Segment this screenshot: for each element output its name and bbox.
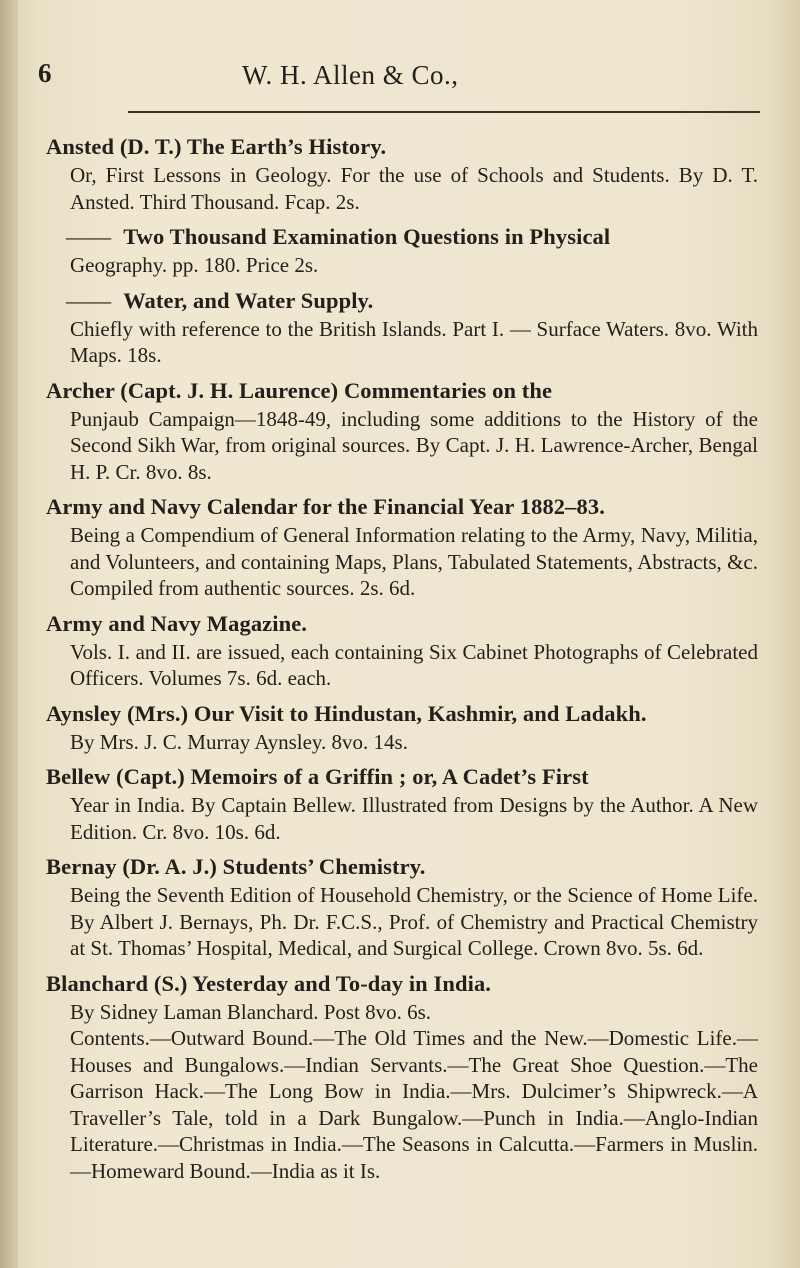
entry-heading: Army and Navy Calendar for the Financial Year 1882–83. [46, 494, 605, 519]
entry-heading: Blanchard (S.) Yesterday and To-day in India. [46, 970, 492, 996]
entry-description: By Mrs. J. C. Murray Aynsley. 8vo. 14s. [70, 729, 408, 754]
catalogue-entry [46, 286, 758, 369]
entry-description: By Sidney Laman Blanchard. Post 8vo. 6s. [70, 999, 432, 1024]
entry-heading: Bellew (Capt.) Memoirs of a Griffin ; or, A Cadet’s First [46, 764, 589, 789]
entry-description: Year in India. By Captain Bellew. Illustrated from Designs by the Author. A New Edition. Cr. 8vo. 10s. 6d. [70, 793, 758, 844]
catalogue-entry [46, 852, 758, 962]
entry-description: Vols. I. and II. are issued, each containing Six Cabinet Photographs of Celebrated Officers. Volumes 7s. 6d. each. [70, 639, 758, 690]
entry-heading: Ansted (D. T.) The Earth’s History. [46, 134, 387, 159]
ditto-dash: —— [66, 287, 112, 313]
entry-heading [46, 222, 758, 252]
catalogue-entry [46, 762, 758, 845]
entry-contents: Contents.—Outward Bound.—The Old Times and the New.—Domestic Life.—Houses and Bungalows.—Indian Servants.—The Great Shoe Question.—The Garrison Hack.—The Long Bow in India.—Mrs. Dulcimer’s Shipwreck.—A Traveller’s Tale, told in a Dark Bungalow.—Punch in India.—Anglo-Indian Literature.—Christmas in India.—The Seasons in Calcutta.—Farmers in Muslin.—Homeward Bound.—India as it Is. [70, 1026, 758, 1183]
ditto-dash: —— [66, 224, 112, 249]
catalogue-entry [46, 969, 758, 1185]
entry-heading: Aynsley (Mrs.) Our Visit to Hindustan, Kashmir, and Ladakh. [46, 700, 647, 726]
entry-description: Geography. pp. 180. Price 2s. [70, 253, 319, 277]
entry-description: Chiefly with reference to the British Islands. Part I. — Surface Waters. 8vo. With Maps. 18s. [70, 316, 758, 367]
entry-description: Or, First Lessons in Geology. For the use of Schools and Students. By D. T. Ansted. Third Thousand. Fcap. 2s. [70, 163, 758, 214]
catalogue-entry [46, 376, 758, 486]
entry-heading-text: Two Thousand Examination Questions in Physical [123, 224, 611, 249]
entry-heading: Bernay (Dr. A. J.) Students’ Chemistry. [46, 854, 426, 879]
page-number: 6 [38, 58, 52, 88]
entry-heading: Archer (Capt. J. H. Laurence) Commentaries on the [46, 377, 553, 403]
page-header [0, 58, 800, 98]
entry-heading [46, 286, 758, 316]
entry-description: Punjaub Campaign—1848-49, including some additions to the History of the Second Sikh War, from original sources. By Capt. J. H. Lawrence-Archer, Bengal H. P. Cr. 8vo. 8s. [70, 406, 758, 484]
entry-description: Being the Seventh Edition of Household Chemistry, or the Science of Home Life. By Albert J. Bernays, Ph. Dr. F.C.S., Prof. of Chemistry and Practical Chemistry at St. Thomas’ Hospital, Medical, and Surgical College. Crown 8vo. 5s. 6d. [70, 883, 758, 960]
entry-heading: Army and Navy Magazine. [46, 610, 308, 636]
catalogue-entry [46, 609, 758, 692]
catalogue-entry [46, 492, 758, 602]
catalogue-entry [46, 222, 758, 279]
entry-heading-text: Water, and Water Supply. [123, 287, 374, 313]
entry-description: Being a Compendium of General Information relating to the Army, Navy, Militia, and Volunteers, and containing Maps, Plans, Tabulated Statements, Abstracts, &c. Compiled from authentic sources. 2s. 6d. [70, 523, 758, 600]
running-head: W. H. Allen & Co., [242, 60, 459, 90]
catalogue-entry [46, 699, 758, 756]
catalogue-entry [46, 132, 758, 215]
binding-gutter [0, 0, 18, 1268]
catalogue-entries [46, 132, 758, 1191]
header-rule [128, 111, 760, 113]
